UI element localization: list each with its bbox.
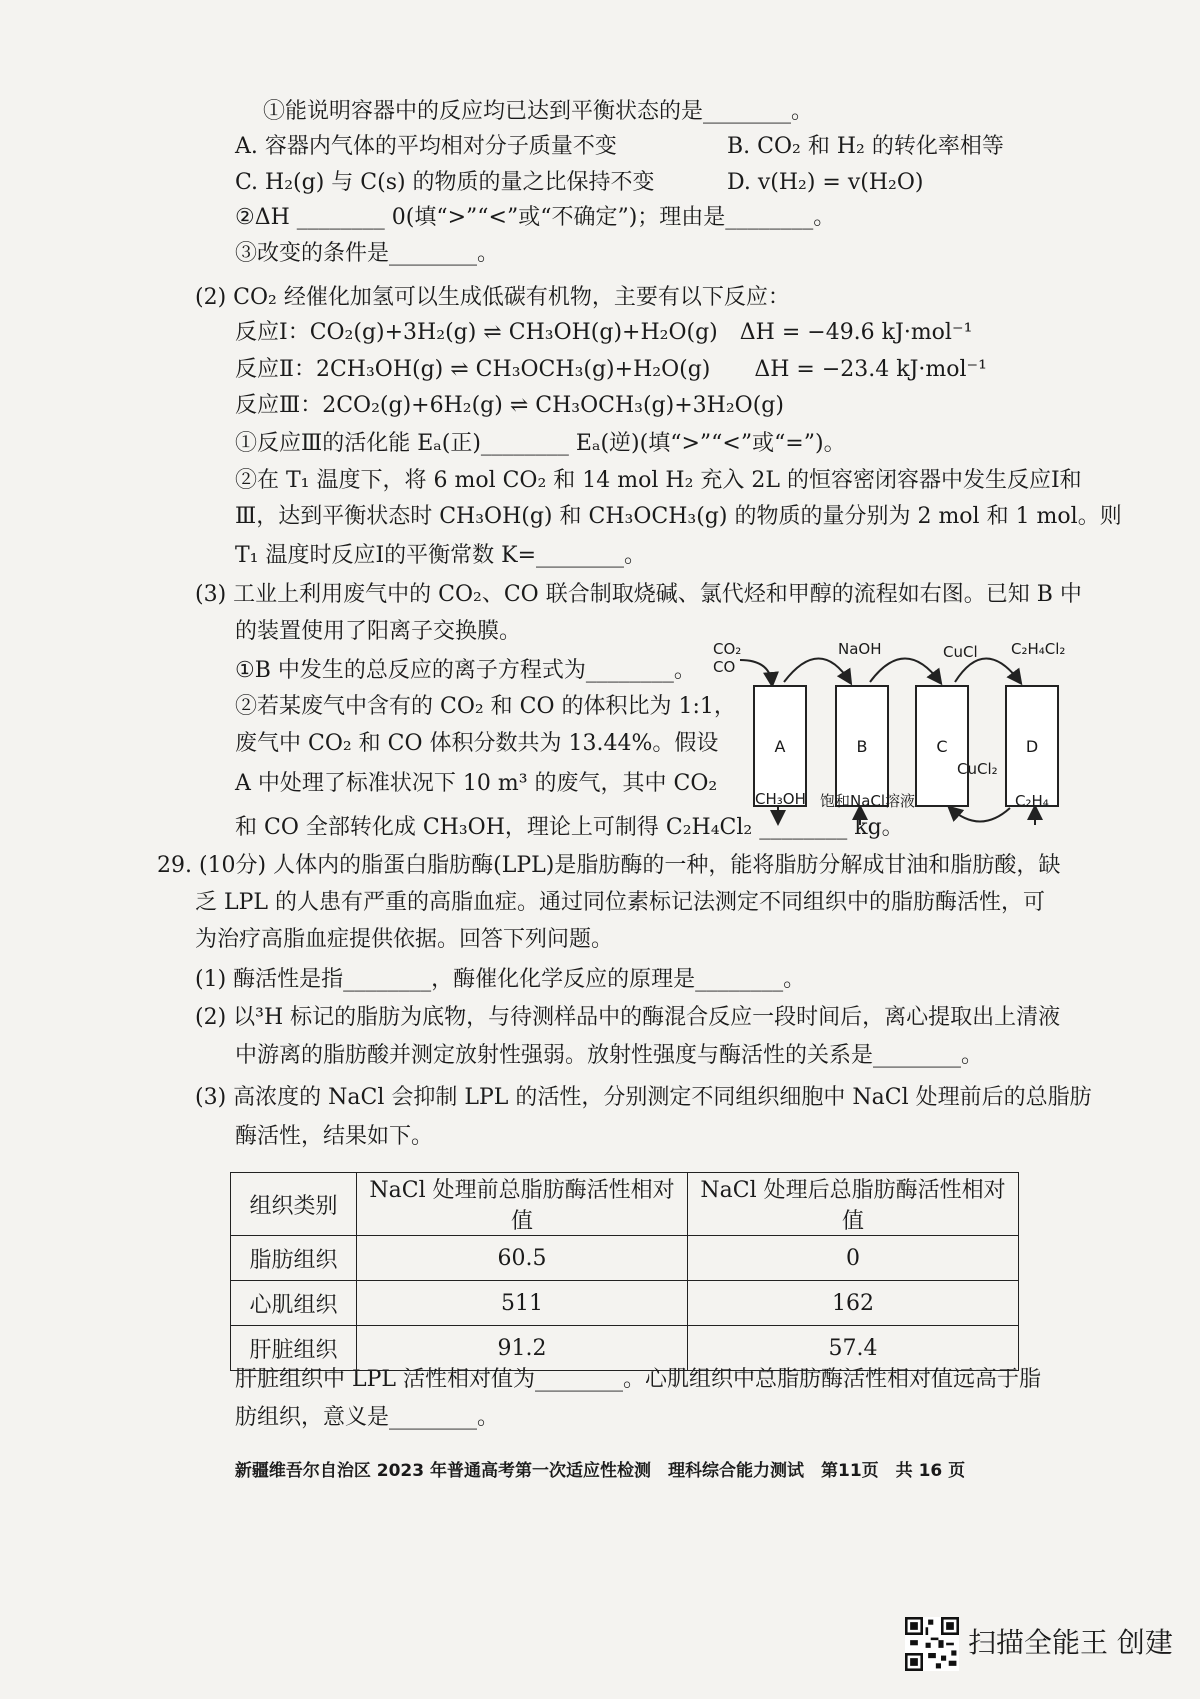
text-line: 反应Ⅰ：CO₂(g)+3H₂(g) ⇌ CH₃OH(g)+H₂O(g) ΔH = −49.6 kJ·mol⁻¹	[235, 320, 973, 345]
text-line: 肝脏组织中 LPL 活性相对值为________。心肌组织中总脂肪酶活性相对值远高于脂	[235, 1367, 1042, 1392]
text-line: 反应Ⅲ：2CO₂(g)+6H₂(g) ⇌ CH₃OCH₃(g)+3H₂O(g)	[235, 393, 784, 418]
table-cell: 511	[357, 1281, 688, 1326]
reactor-c: C	[915, 685, 969, 807]
table-header-row	[231, 1173, 1019, 1236]
label-co: CO	[713, 658, 736, 676]
table-header-cell: NaCl 处理后总脂肪酶活性相对值	[688, 1173, 1019, 1236]
label-co2: CO₂	[713, 640, 742, 658]
text-line: 的装置使用了阳离子交换膜。	[235, 619, 522, 644]
scanner-brand-text: 扫描全能王 创建	[968, 1626, 1173, 1659]
text-line: 反应Ⅱ：2CH₃OH(g) ⇌ CH₃OCH₃(g)+H₂O(g) ΔH = −23.4 kJ·mol⁻¹	[235, 357, 987, 382]
text-line: 乏 LPL 的人患有严重的高脂血症。通过同位素标记法测定不同组织中的脂肪酶活性，可	[195, 890, 1046, 915]
label-c2h4cl2: C₂H₄Cl₂	[1011, 640, 1066, 658]
text-line: A. 容器内气体的平均相对分子质量不变	[235, 134, 617, 159]
text-line: ②在 T₁ 温度下，将 6 mol CO₂ 和 14 mol H₂ 充入 2L 的恒容密闭容器中发生反应Ⅰ和	[235, 468, 1082, 493]
table-cell: 心肌组织	[231, 1281, 357, 1326]
text-line: ①B 中发生的总反应的离子方程式为________。	[235, 658, 696, 683]
table-cell: 60.5	[357, 1236, 688, 1281]
text-line: 29. (10分) 人体内的脂蛋白脂肪酶(LPL)是脂肪酶的一种，能将脂肪分解成甘油和脂肪酸，缺	[157, 853, 1061, 878]
text-line: 肪组织，意义是________。	[235, 1405, 500, 1430]
text-line: 中游离的脂肪酸并测定放射性强弱。放射性强度与酶活性的关系是________。	[235, 1043, 984, 1068]
lipase-activity-table	[230, 1172, 1019, 1371]
text-line: Ⅲ，达到平衡状态时 CH₃OH(g) 和 CH₃OCH₃(g) 的物质的量分别为 2 mol 和 1 mol。则	[235, 504, 1122, 529]
table-cell: 91.2	[357, 1326, 688, 1371]
label-nacl: 饱和NaCl溶液	[820, 792, 916, 810]
text-line: ①能说明容器中的反应均已达到平衡状态的是________。	[263, 99, 814, 124]
reactor-a: A	[753, 685, 807, 807]
label-naoh: NaOH	[838, 640, 882, 658]
text-line: A 中处理了标准状况下 10 m³ 的废气，其中 CO₂	[235, 771, 718, 796]
table-cell: 肝脏组织	[231, 1326, 357, 1371]
label-cucl2: CuCl₂	[957, 760, 998, 778]
text-line: (3) 高浓度的 NaCl 会抑制 LPL 的活性，分别测定不同组织细胞中 NaCl 处理前后的总脂肪	[195, 1085, 1092, 1110]
text-line: T₁ 温度时反应Ⅰ的平衡常数 K=________。	[235, 543, 647, 568]
text-line: B. CO₂ 和 H₂ 的转化率相等	[727, 134, 1004, 159]
table-row	[231, 1326, 1019, 1371]
table-cell: 57.4	[688, 1326, 1019, 1371]
table-row	[231, 1236, 1019, 1281]
reactor-d: D	[1005, 685, 1059, 807]
label-cucl: CuCl	[943, 643, 978, 661]
text-line: 和 CO 全部转化成 CH₃OH，理论上可制得 C₂H₄Cl₂ ________ kg。	[235, 815, 904, 840]
qr-code-icon	[905, 1617, 959, 1671]
label-c2h4: C₂H₄	[1015, 792, 1049, 810]
text-line: ③改变的条件是________。	[235, 241, 500, 266]
text-line: 废气中 CO₂ 和 CO 体积分数共为 13.44%。假设	[235, 731, 719, 756]
text-line: ②ΔH ________ 0(填“>”“<”或“不确定”)；理由是________。	[235, 205, 836, 230]
text-line: 为治疗高脂血症提供依据。回答下列问题。	[195, 927, 614, 952]
text-line: (1) 酶活性是指________，酶催化化学反应的原理是________。	[195, 967, 806, 992]
table-row	[231, 1281, 1019, 1326]
table-cell: 162	[688, 1281, 1019, 1326]
reactor-b: B	[835, 685, 889, 807]
text-line: (2) CO₂ 经催化加氢可以生成低碳有机物，主要有以下反应：	[195, 285, 790, 310]
label-ch3oh: CH₃OH	[755, 790, 806, 808]
text-line: ②若某废气中含有的 CO₂ 和 CO 的体积比为 1:1，	[235, 694, 736, 719]
text-line: (2) 以³H 标记的脂肪为底物，与待测样品中的酶混合反应一段时间后，离心提取出上清液	[195, 1005, 1061, 1030]
page-footer: 新疆维吾尔自治区 2023 年普通高考第一次适应性检测 理科综合能力测试 第11页 共 16 页	[234, 1461, 966, 1481]
text-line: ①反应Ⅲ的活化能 Eₐ(正)________ Eₐ(逆)(填“>”“<”或“=”)。	[235, 431, 846, 456]
table-cell: 0	[688, 1236, 1019, 1281]
text-line: D. v(H₂) = v(H₂O)	[727, 170, 924, 195]
text-line: 酶活性，结果如下。	[235, 1124, 434, 1149]
text-line: (3) 工业上利用废气中的 CO₂、CO 联合制取烧碱、氯代烃和甲醇的流程如右图。已知 B 中	[195, 582, 1082, 607]
table-header-cell: 组织类别	[231, 1173, 357, 1236]
table-cell: 脂肪组织	[231, 1236, 357, 1281]
text-line: C. H₂(g) 与 C(s) 的物质的量之比保持不变	[235, 170, 655, 195]
table-header-cell: NaCl 处理前总脂肪酶活性相对值	[357, 1173, 688, 1236]
